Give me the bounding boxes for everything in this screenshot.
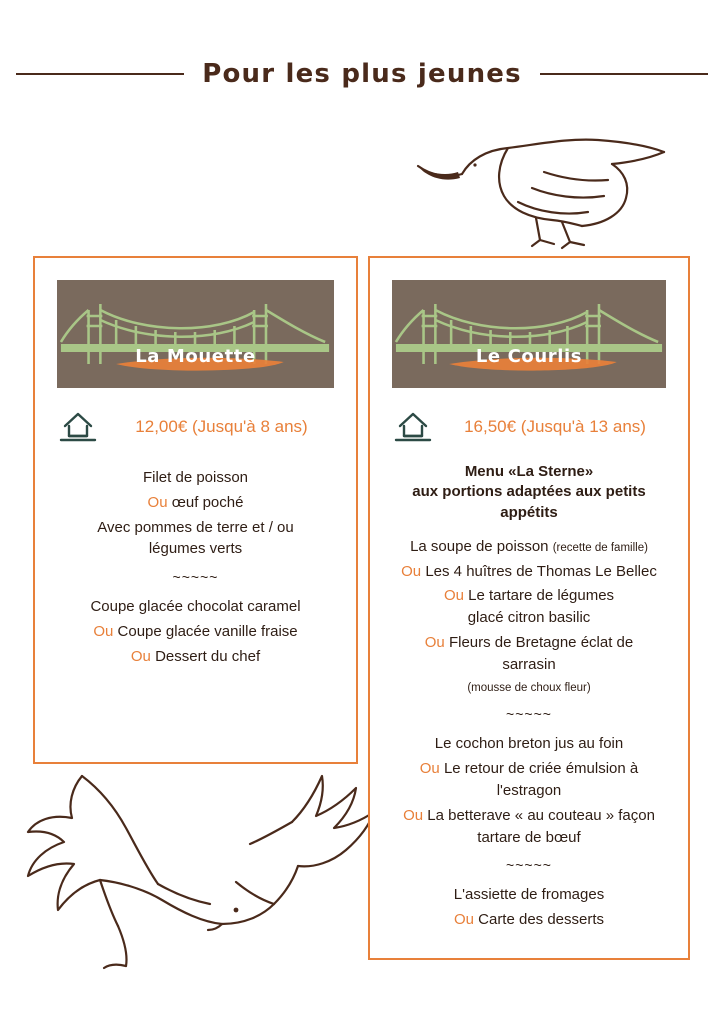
bridge-illustration — [57, 280, 334, 388]
page-header — [0, 52, 724, 96]
separator: ~~~~~ — [172, 569, 219, 586]
list-item: tartare de bœuf — [477, 828, 581, 846]
items-la-mouette — [35, 468, 356, 667]
menu-heading-line: aux portions adaptées aux petits — [412, 483, 646, 501]
price-la-mouette: 12,00€ (Jusqu'à 8 ans) — [135, 417, 308, 436]
card-title-la-mouette: La Mouette — [135, 346, 256, 367]
list-item: Ou Les 4 huîtres de Thomas Le Bellec — [401, 562, 657, 580]
header-rule-right — [540, 73, 708, 75]
header-rule-left — [16, 73, 184, 75]
separator: ~~~~~ — [506, 706, 552, 723]
list-item: Ou Dessert du chef — [130, 647, 261, 665]
list-item: légumes verts — [148, 540, 243, 558]
list-item: glacé citron basilic — [467, 609, 591, 627]
list-item: Ou Carte des desserts — [453, 911, 605, 929]
list-item: sarrasin — [502, 655, 556, 673]
list-item: La soupe de poisson (recette de famille) — [410, 537, 648, 555]
card-banner-le-courlis — [392, 280, 666, 388]
menu-heading-line: Menu «La Sterne» — [464, 463, 594, 480]
list-item: Le cochon breton jus au foin — [434, 735, 624, 753]
list-item: L'assiette de fromages — [453, 886, 605, 904]
seagull-bird-icon — [22, 758, 382, 978]
list-item: Ou Fleurs de Bretagne éclat de — [424, 633, 634, 651]
items-le-courlis — [370, 537, 688, 930]
list-item: l'estragon — [496, 781, 562, 799]
price-row-la-mouette — [35, 406, 356, 448]
list-item: Ou Le tartare de légumes — [443, 587, 615, 605]
price-row-le-courlis — [370, 406, 688, 448]
list-item: Ou Le retour de criée émulsion à — [419, 760, 639, 778]
house-icon — [57, 406, 99, 448]
list-item: Ou œuf poché — [147, 493, 244, 511]
price-le-courlis: 16,50€ (Jusqu'à 13 ans) — [464, 417, 646, 436]
card-banner-la-mouette — [57, 280, 334, 388]
menu-heading-la-sterne — [370, 462, 688, 523]
list-item: Coupe glacée chocolat caramel — [90, 598, 301, 616]
list-item: Ou La betterave « au couteau » façon — [403, 806, 655, 824]
bridge-illustration — [392, 280, 666, 388]
menu-card-la-mouette — [33, 256, 358, 764]
list-item: Ou Coupe glacée vanille fraise — [93, 622, 298, 640]
list-item: Avec pommes de terre et / ou — [97, 518, 294, 536]
card-title-le-courlis: Le Courlis — [475, 346, 583, 367]
curlew-bird-icon — [412, 132, 682, 250]
page-title: Pour les plus jeunes — [202, 59, 522, 89]
menu-card-le-courlis — [368, 256, 690, 960]
separator: ~~~~~ — [506, 857, 552, 874]
house-icon — [392, 406, 434, 448]
menu-heading-line: appétits — [500, 503, 558, 521]
list-item: (mousse de choux fleur) — [467, 681, 591, 694]
list-item: Filet de poisson — [142, 469, 249, 486]
